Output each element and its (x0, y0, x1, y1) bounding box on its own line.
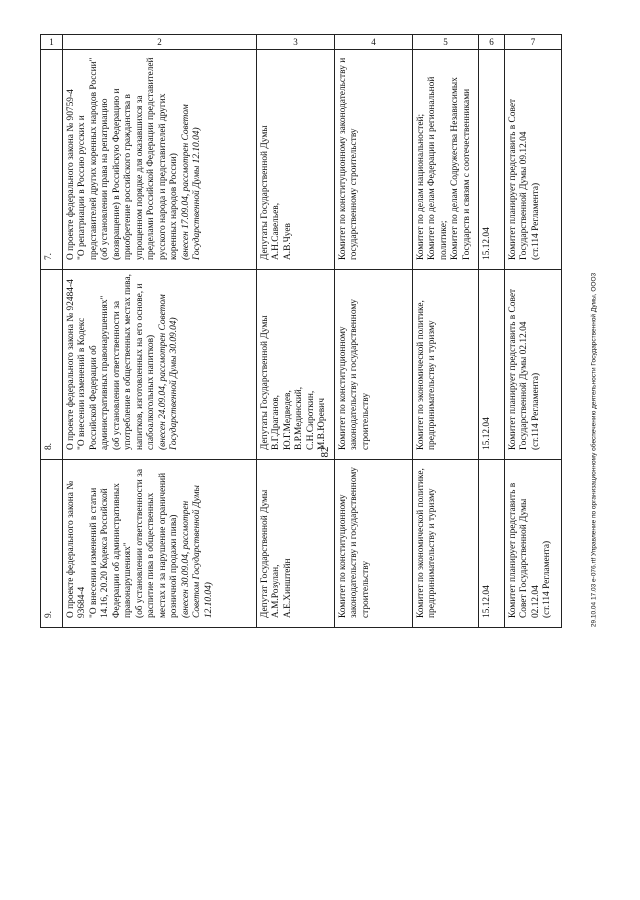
row-number: 7. (44, 252, 54, 260)
column-header-7: 7 (530, 37, 536, 47)
co-committees: Комитет по экономической политике, предпринимательству и туризму (416, 468, 438, 618)
column-header-3: 3 (257, 35, 335, 49)
bill-note: (внесен 30.09.04, рассмотрен Советом Государственной Думы 12.10.04) (180, 485, 214, 618)
column-header-2: 2 (63, 35, 257, 49)
bill-title: О проекте федерального закона № 90759-4 "О репатриации в Россию русских и представителей других коренных народов России" (об установлении права на репатриацию (возвращение) в Российскую Федерацию и приобретение российского гражданства в упрощенном порядке для оказавшихся за пределами Российской Федерации представителей русского народа и представителей других коренных народов России) (66, 57, 180, 260)
bill-note: (внесен 17.09.04, рассмотрен Советом Государственной Думы 12.10.04) (180, 104, 203, 260)
column-header-6: 6 (479, 35, 505, 49)
deadline-date: 15.12.04 (482, 585, 492, 618)
row-number: 9. (44, 610, 54, 618)
initiator: Депутат Государственной Думы А.М.Розулан, А.Е.Хинштейн (260, 489, 293, 618)
co-committees: Комитет по экономической политике, предпринимательству и туризму (416, 300, 438, 450)
bill-note: (внесен 24.09.04, рассмотрен Советом Государственной Думы 30.09.04) (157, 294, 180, 450)
plan-note: Комитет планирует представить в Совет Государственной Думы 02.12.04 (ст.114 Регламента) (508, 482, 553, 618)
table-row (40, 270, 562, 460)
responsible-committee: Комитет по конституционному законодательству и государственному строительству (338, 467, 371, 618)
deadline-date: 15.12.04 (482, 417, 492, 450)
initiator: Депутаты Государственной Думы В.Г.Драганов, Ю.Г.Медведев, В.Р.Мединский, С.Н.Сироткин, М.В.Юревич (260, 315, 328, 450)
bill-description (63, 460, 214, 622)
plan-note: Комитет планирует представить в Совет Государственной Думы 02.12.04 (ст.114 Регламента) (508, 288, 541, 450)
initiator: Депутаты Государственной Думы А.Н.Савельев, А.В.Чуев (260, 125, 293, 260)
bill-description (63, 50, 203, 264)
table-row (40, 460, 562, 628)
footer-note: 29.10.04 17.03 e-076.rtf Управление по организационному обеспечению деятельности Государственной Думы, ООО3 (590, 272, 598, 628)
column-header-5: 5 (413, 35, 479, 49)
column-header-4: 4 (335, 35, 413, 49)
row-number: 8. (44, 442, 54, 450)
bill-title: О проекте федерального закона № 92484-4 "О внесении изменений в Кодекс Российской Федерации об административных правонарушениях" (об установлении ответственности за употребление в общественных местах пива, напитков, изготовленных на его основе, и слабоалкогольных напитков) (66, 274, 157, 450)
table-header-row (40, 34, 562, 50)
column-header-1: 1 (41, 35, 63, 49)
page-number: 82 (319, 446, 331, 458)
table-row (40, 50, 562, 270)
bills-table (40, 34, 562, 879)
deadline-date: 15.12.04 (482, 227, 492, 260)
bill-title: О проекте федерального закона № 93684-4 "О внесении изменений в статьи 14.16, 20.20 Кодекса Российской Федерации об административных правонарушениях" (об установлении ответственности за распитие пива в общественных местах и за нарушение ограничений розничной продажи пива) (66, 468, 180, 618)
responsible-committee: Комитет по конституционному законодательству и государственному строительству (338, 299, 371, 450)
bill-description (63, 270, 180, 454)
plan-note: Комитет планирует представить в Совет Государственной Думы 09.12.04 (ст.114 Регламента) (508, 98, 541, 260)
responsible-committee: Комитет по конституционному законодательству и государственному строительству (338, 57, 360, 260)
co-committees: Комитет по делам национальностей; Комитет по делам Федерации и региональной политике; Комитет по делам Содружества Независимых Государств и связям с соотечественниками (416, 76, 472, 260)
